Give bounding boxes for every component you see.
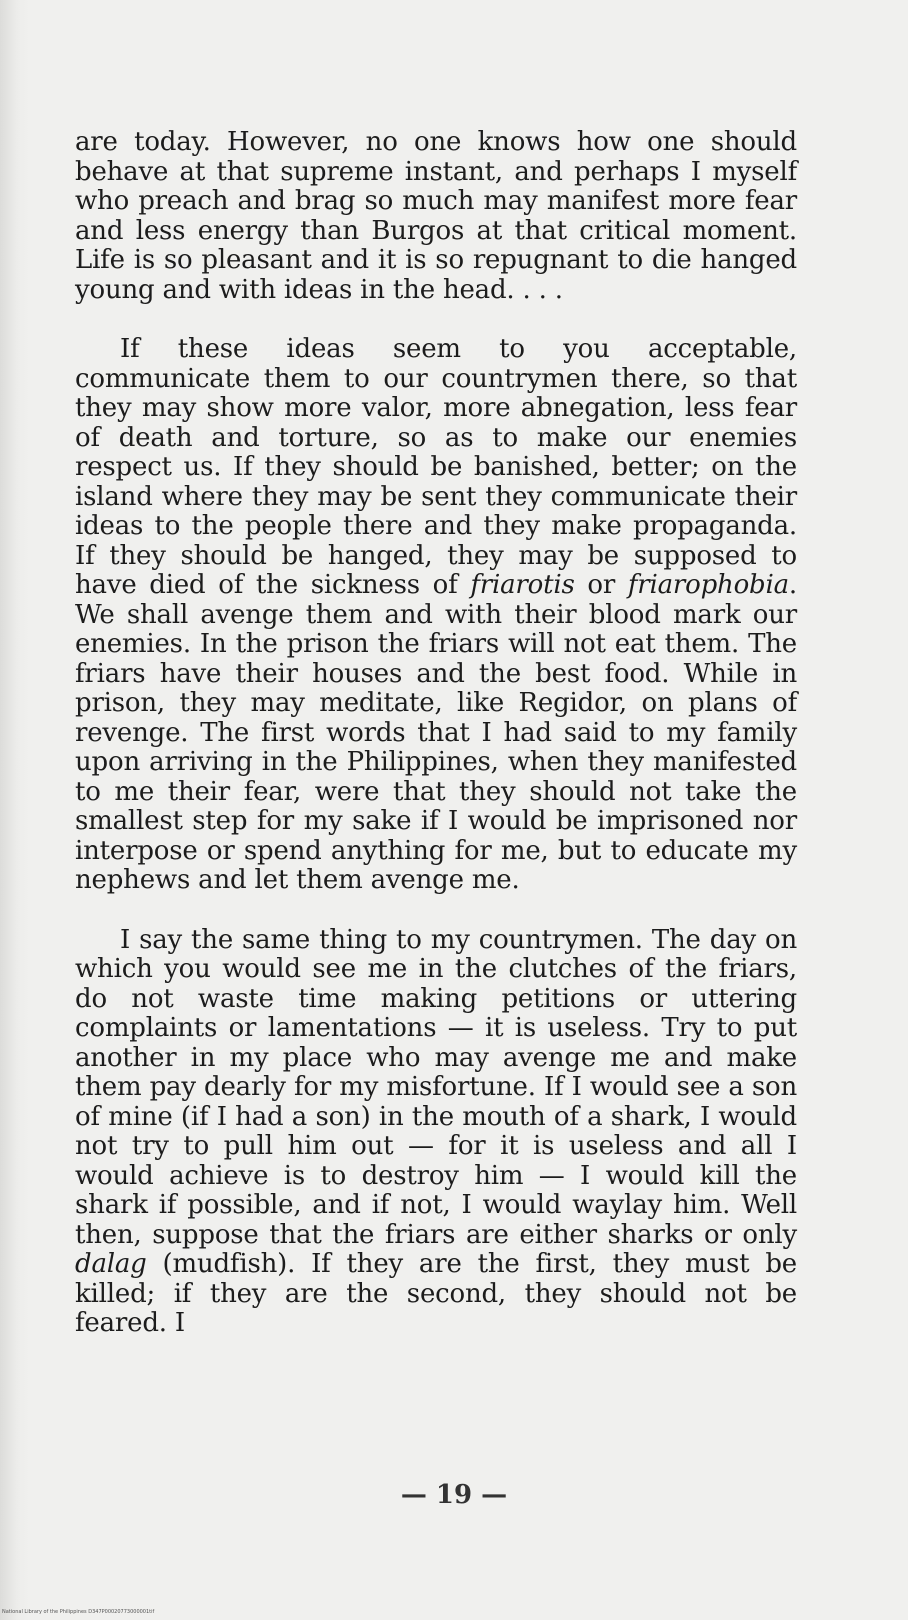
paragraph-3 (75, 926, 797, 1339)
paragraph-2 (75, 335, 797, 896)
italic-term-friarotis: friarotis (470, 570, 575, 600)
body-text (75, 128, 797, 1339)
page-binding-edge (0, 0, 30, 1620)
footer-credit: National Library of the Philippines D347P00020773000001tif (2, 1609, 155, 1615)
paragraph-2-connector: or (574, 570, 628, 600)
page-number: — 19 — (400, 1480, 508, 1510)
paragraph-1 (75, 128, 797, 305)
paragraph-2-text: If these ideas seem to you acceptable, communicate them to our countrymen there, so that they may show more valor, more abnegation, less fear of death and torture, so as to make our enemies respect us. If they should be banished, better; on the island where they may be sent they communicate their ideas to the people there and they make propaganda. If they should be hanged, they may be supposed to have died of the sickness of (75, 334, 797, 600)
paragraph-3-text-cont: (mudfish). If they are the first, they must be killed; if they are the second, they should not be feared. I (75, 1249, 797, 1338)
italic-term-friarophobia: friarophobia (627, 570, 789, 600)
italic-term-dalag: dalag (75, 1249, 147, 1279)
paragraph-3-text: I say the same thing to my countrymen. The day on which you would see me in the clutches of the friars, do not waste time making petitions or uttering complaints or lamentations — it is useless. Try to put another in my place who may avenge me and make them pay dearly for my misfortune. If I would see a son of mine (if I had a son) in the mouth of a shark, I would not try to pull him out — for it is useless and all I would achieve is to destroy him — I would kill the shark if possible, and if not, I would waylay him. Well then, suppose that the friars are either sharks or only (75, 924, 797, 1250)
paragraph-2-text-cont: . We shall avenge them and with their blood mark our enemies. In the prison the friars will not eat them. The friars have their houses and the best food. While in prison, they may meditate, like Regidor, on plans of revenge. The first words that I had said to my family upon arriving in the Philippines, when they manifested to me their fear, were that they should not take the smallest step for my sake if I would be imprisoned nor interpose or spend anything for me, but to educate my nephews and let them avenge me. (75, 570, 797, 895)
paragraph-1-text: are today. However, no one knows how one should behave at that supreme instant, and perhaps I myself who preach and brag so much may manifest more fear and less energy than Burgos at that critical moment. Life is so pleasant and it is so repugnant to die hanged young and with ideas in the head. . . . (75, 127, 797, 305)
